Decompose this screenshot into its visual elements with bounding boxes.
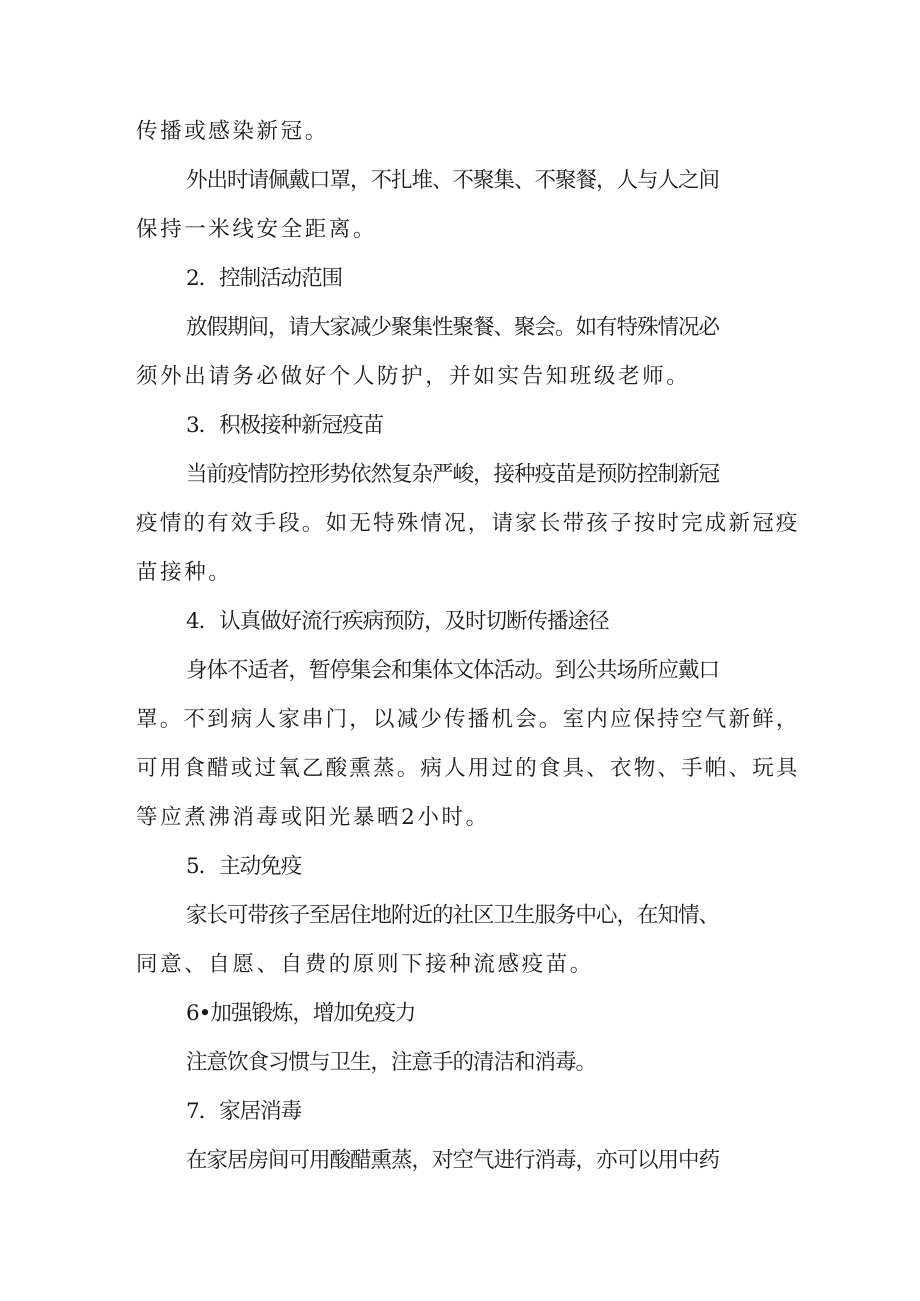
paragraph-line: 放假期间，请大家减少聚集性聚餐、聚会。如有特殊情况必 (186, 315, 720, 340)
paragraph-line: 传播或感染新冠。 (136, 119, 329, 144)
paragraph-line: 须外出请务必做好个人防护，并如实告知班级老师。 (136, 364, 691, 389)
paragraph-line: 罩。不到病人家串门，以减少传播机会。室内应保持空气新鲜， (136, 707, 800, 732)
paragraph-line: 保持一米线安全距离。 (136, 217, 378, 242)
paragraph-line: 疫情的有效手段。如无特殊情况，请家长带孩子按时完成新冠疫 (136, 511, 800, 536)
paragraph-line: 可用食醋或过氧乙酸熏蒸。病人用过的食具、衣物、手帕、玩具 (136, 756, 800, 781)
paragraph-line: 身体不适者，暂停集会和集体文体活动。到公共场所应戴口 (186, 658, 720, 683)
paragraph-line: 同意、自愿、自费的原则下接种流感疫苗。 (136, 952, 594, 977)
paragraph-line: 苗接种。 (136, 560, 233, 585)
section-heading: 5．主动免疫 (186, 854, 302, 879)
paragraph-line: 在家居房间可用酸醋熏蒸，对空气进行消毒，亦可以用中药 (186, 1148, 720, 1173)
paragraph-line: 注意饮食习惯与卫生，注意手的清洁和消毒。 (186, 1050, 597, 1075)
section-heading: 3．积极接种新冠疫苗 (186, 413, 384, 438)
paragraph-line: 家长可带孩子至居住地附近的社区卫生服务中心，在知情、 (186, 903, 720, 928)
section-heading: 7．家居消毒 (186, 1099, 302, 1124)
section-heading: 4．认真做好流行疾病预防，及时切断传播途径 (186, 609, 609, 634)
paragraph-line: 等应煮沸消毒或阳光暴晒2小时。 (136, 805, 490, 830)
paragraph-line: 当前疫情防控形势依然复杂严峻，接种疫苗是预防控制新冠 (186, 462, 720, 487)
section-heading: 2．控制活动范围 (186, 266, 343, 291)
paragraph-line: 外出时请佩戴口罩，不扎堆、不聚集、不聚餐，人与人之间 (186, 168, 720, 193)
section-heading: 6•加强锻炼，增加免疫力 (186, 1001, 416, 1026)
